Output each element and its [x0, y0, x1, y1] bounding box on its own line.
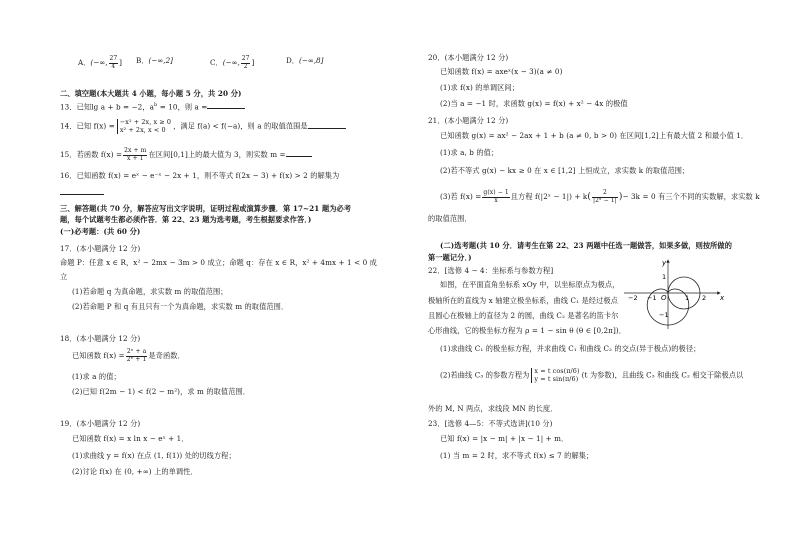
choice-d-label: D．	[286, 56, 299, 65]
choice-a-post: ]	[119, 58, 122, 67]
q17-part-1: (1)若命题 q 为真命题，求实数 m 的取值范围；	[72, 287, 228, 296]
q14-pre: 14．已知 f(x) =	[60, 121, 115, 131]
q18-den: 2ˣ + 1	[126, 355, 147, 363]
q18-part-1: (1)求 a 的值；	[72, 372, 121, 381]
q20-line-1: 已知函数 f(x) = axeˣ(x − 3)(a ≠ 0)	[440, 67, 563, 76]
q22-part-2-line-2: 外的 M, N 两点，求线段 MN 的长度．	[428, 404, 558, 413]
q18-pre: 已知函数 f(x) =	[72, 351, 125, 360]
q19-part-2: (2)讨论 f(x) 在 (0, +∞) 上的单调性．	[72, 467, 198, 476]
q20-title: 20．(本小题满分 12 分)	[428, 53, 509, 62]
choice-c-pre: (−∞,	[222, 58, 240, 67]
y-axis-label: y	[662, 259, 667, 267]
q17-part-2: (2)若命题 P 和 q 有且只有一个为真命题，求实数 m 的取值范围．	[72, 302, 289, 311]
q19-line-1: 已知函数 f(x) = x ln x − eˣ + 1．	[72, 434, 189, 443]
section-2-heading: 二、填空题(本大题共 4 小题，每小题 5 分，共 20 分)	[60, 89, 242, 98]
q19-title: 19．(本小题满分 12 分)	[60, 419, 141, 428]
q20-part-2: (2)当 a = −1 时，求函数 g(x) = f(x) + x² − 4x 的极值	[440, 99, 628, 108]
section-3-heading-3: (一)必考题：(共 60 分)	[60, 227, 141, 236]
q19-part-1: (1)求曲线 y = f(x) 在点 (1, f(1)) 处的切线方程；	[72, 451, 236, 460]
choice-a	[78, 56, 122, 70]
q21-p3-num2: 2	[592, 190, 618, 198]
q13-rest: = 10，则 a =	[157, 102, 208, 112]
y-tick-pos-1: 1	[662, 273, 667, 281]
question-16: 16．已知函数 f(x) = eˣ − e⁻ˣ − 2x + 1，则不等式 f(2x − 3) + f(x) > 2 的解集为	[60, 171, 340, 180]
choice-c-fraction	[241, 56, 251, 70]
polar-figure	[622, 256, 728, 330]
q18-post: 是奇函数．	[148, 351, 185, 360]
choice-a-pre: (−∞,	[90, 58, 108, 67]
left-column	[60, 0, 390, 550]
tick-pos-1: 1	[685, 294, 690, 302]
tick-neg-2: −2	[628, 294, 638, 302]
q14-case-1: −x² + 2x, x ≥ 0	[119, 118, 172, 126]
q18-part-2: (2)已知 f(2m − 1) < f(2 − m²)，求 m 的取值范围．	[72, 387, 251, 396]
q15-num: 2x + m	[124, 147, 147, 154]
choice-a-label: A．	[78, 58, 91, 67]
q22-line-1: 如图，在平面直角坐标系 xOy 中，以坐标原点为极点，	[440, 280, 620, 289]
tick-neg-1: −1	[647, 294, 657, 302]
q22-line-4: 心形曲线，它的极坐标方程为 ρ = 1 − sin θ (θ ∈ [0,2π])．	[428, 326, 627, 335]
q21-part-3-end: 的取值范围．	[428, 214, 472, 223]
choice-c-label: C．	[210, 58, 223, 67]
q13-text: 13．已知lg a + b = −2，a	[60, 102, 155, 112]
q15-post: 在区间[0,1]上的最大值为 3，则实数 m =	[148, 150, 286, 159]
q21-p3-den2: |2ˣ − 1|	[592, 196, 617, 204]
question-14	[60, 119, 346, 134]
q22-p2-post: (t 为参数)，且曲线 C₃ 和曲线 C₂ 相交于除极点以	[581, 370, 744, 380]
q21-p3-fraction-2	[592, 190, 618, 204]
choice-b-text: (−∞,2]	[148, 56, 173, 65]
q18-line-1	[72, 349, 185, 363]
q14-piecewise	[117, 119, 171, 134]
section-3-heading-1: 三、解答题(共 70 分，解答应写出文字说明，证明过程或演算步骤．第 17~21 题为必考	[60, 204, 352, 213]
q13-blank[interactable]	[207, 101, 245, 109]
q23-part-1: (1) 当 m = 2 时，求不等式 f(x) ≤ 7 的解集；	[440, 451, 594, 460]
q15-fraction	[123, 148, 147, 162]
q13-sup: b	[154, 102, 158, 108]
q21-p3-den: x	[494, 196, 498, 204]
choice-c-num: 27	[241, 55, 250, 62]
q22-param-system	[531, 368, 579, 383]
q18-title: 18．(本小题满分 12 分)	[60, 334, 141, 343]
q14-blank[interactable]	[308, 121, 346, 129]
choice-c-post: ]	[251, 58, 255, 67]
q21-part-1: (1)求 a, b 的值；	[440, 148, 499, 157]
q18-num: 2ˣ + a	[126, 348, 147, 355]
q17-line-2: 立	[60, 272, 68, 281]
q21-p3-post: − 3k = 0 有三个不同的实数解，求实数 k	[622, 192, 760, 201]
q23-title: 23．[选修 4—5：不等式选讲](10 分)	[428, 419, 553, 428]
q21-p3-num: g(x) − 1	[483, 189, 509, 196]
q22-part-2	[440, 368, 743, 383]
choice-a-den: 4	[111, 62, 116, 70]
q22-part-1: (1)求曲线 C₁ 的极坐标方程，并求曲线 C₁ 和曲线 C₂ 的交点(异于极点)的极径；	[440, 344, 701, 353]
q22-line-3: 且圆心在极轴上的直径为 2 的圆，曲线 C₂ 是著名的笛卡尔	[428, 311, 619, 320]
choice-c-den: 2	[243, 62, 248, 70]
choice-a-num: 27	[109, 55, 118, 62]
q15-blank[interactable]	[286, 149, 312, 157]
choice-d	[286, 56, 323, 66]
y-tick-neg-1: −1	[659, 311, 669, 319]
q21-part-2: (2)若不等式 g(x) − kx ≥ 0 在 x ∈ [1,2] 上恒成立，求实数 k 的取值范围；	[440, 166, 690, 175]
choice-a-fraction	[109, 56, 119, 70]
question-16-answer-line	[60, 187, 104, 197]
origin-label: O	[661, 294, 667, 302]
choice-d-text: (−∞,8]	[298, 56, 324, 65]
q17-title: 17．(本小题满分 12 分)	[60, 244, 141, 253]
q21-part-3: (3)若 f(x) = $\frac{g(x) - 1}{x}$ 且方程 f(|2ˣ − 1|) + k( $\frac{2}{\text{|2ˣ − 1|}}$ )− 3k = 0 有三个不同的实数解，求实数 k	[440, 189, 760, 204]
q22-param-x: x = t cos(π/6)	[534, 367, 580, 375]
x-axis-label: x	[720, 294, 725, 302]
q14-post: ，满足 f(a) < f(−a)，则 a 的取值范围是	[173, 121, 308, 131]
q22-param-y: y = t sin(π/6)	[534, 374, 579, 383]
q21-p3-mid: 且方程 f(|2ˣ − 1|) + k	[510, 192, 588, 201]
section-3-heading-2: 题，每个试题考生都必须作答．第 22、23 题为选考题，考生根据要求作答．)	[60, 215, 312, 224]
q17-line-1: 命题 P：任意 x ∈ R，x² − 2mx − 3m > 0 成立；命题 q：存在 x ∈ R，x² + 4mx + 1 < 0 成	[60, 258, 377, 267]
q22-title: 22．[选修 4 − 4：坐标系与参数方程]	[428, 266, 554, 275]
elective-heading-2: 第一题记分．)	[428, 253, 472, 262]
question-13	[60, 101, 245, 111]
q20-part-1: (1)求 f(x) 的单调区间；	[440, 83, 519, 92]
q15-den: x + 1	[127, 154, 144, 162]
choice-b	[136, 56, 173, 66]
q18-fraction	[126, 349, 148, 363]
elective-heading-1: (二)选考题(共 10 分．请考生在第 22、23 两题中任选一题做答，如果多做，则按所做的	[440, 241, 733, 250]
tick-pos-2: 2	[702, 294, 707, 302]
question-15	[60, 148, 312, 162]
q15-pre: 15．若函数 f(x) =	[60, 150, 123, 159]
choice-c	[210, 56, 254, 70]
q16-blank[interactable]	[60, 187, 104, 195]
q14-case-2: x² + 2x, x < 0	[119, 125, 166, 134]
q22-line-2: 极轴所在的直线为 x 轴建立极坐标系，曲线 C₁ 是经过极点	[428, 296, 618, 305]
q23-line-1: 已知 f(x) = |x − m| + |x − 1| + m．	[440, 434, 569, 443]
q21-line-1: 已知函数 g(x) = ax² − 2ax + 1 + b (a ≠ 0, b > 0) 在区间[1,2]上有最大值 2 和最小值 1．	[440, 131, 749, 140]
q21-title: 21．(本小题满分 12 分)	[428, 116, 509, 125]
q21-p3-pre: (3)若 f(x) =	[440, 192, 482, 201]
choice-b-label: B．	[136, 56, 149, 65]
q22-p2-pre: (2)若曲线 C₃ 的参数方程为	[440, 370, 530, 380]
q21-p3-fraction-1	[482, 190, 509, 204]
